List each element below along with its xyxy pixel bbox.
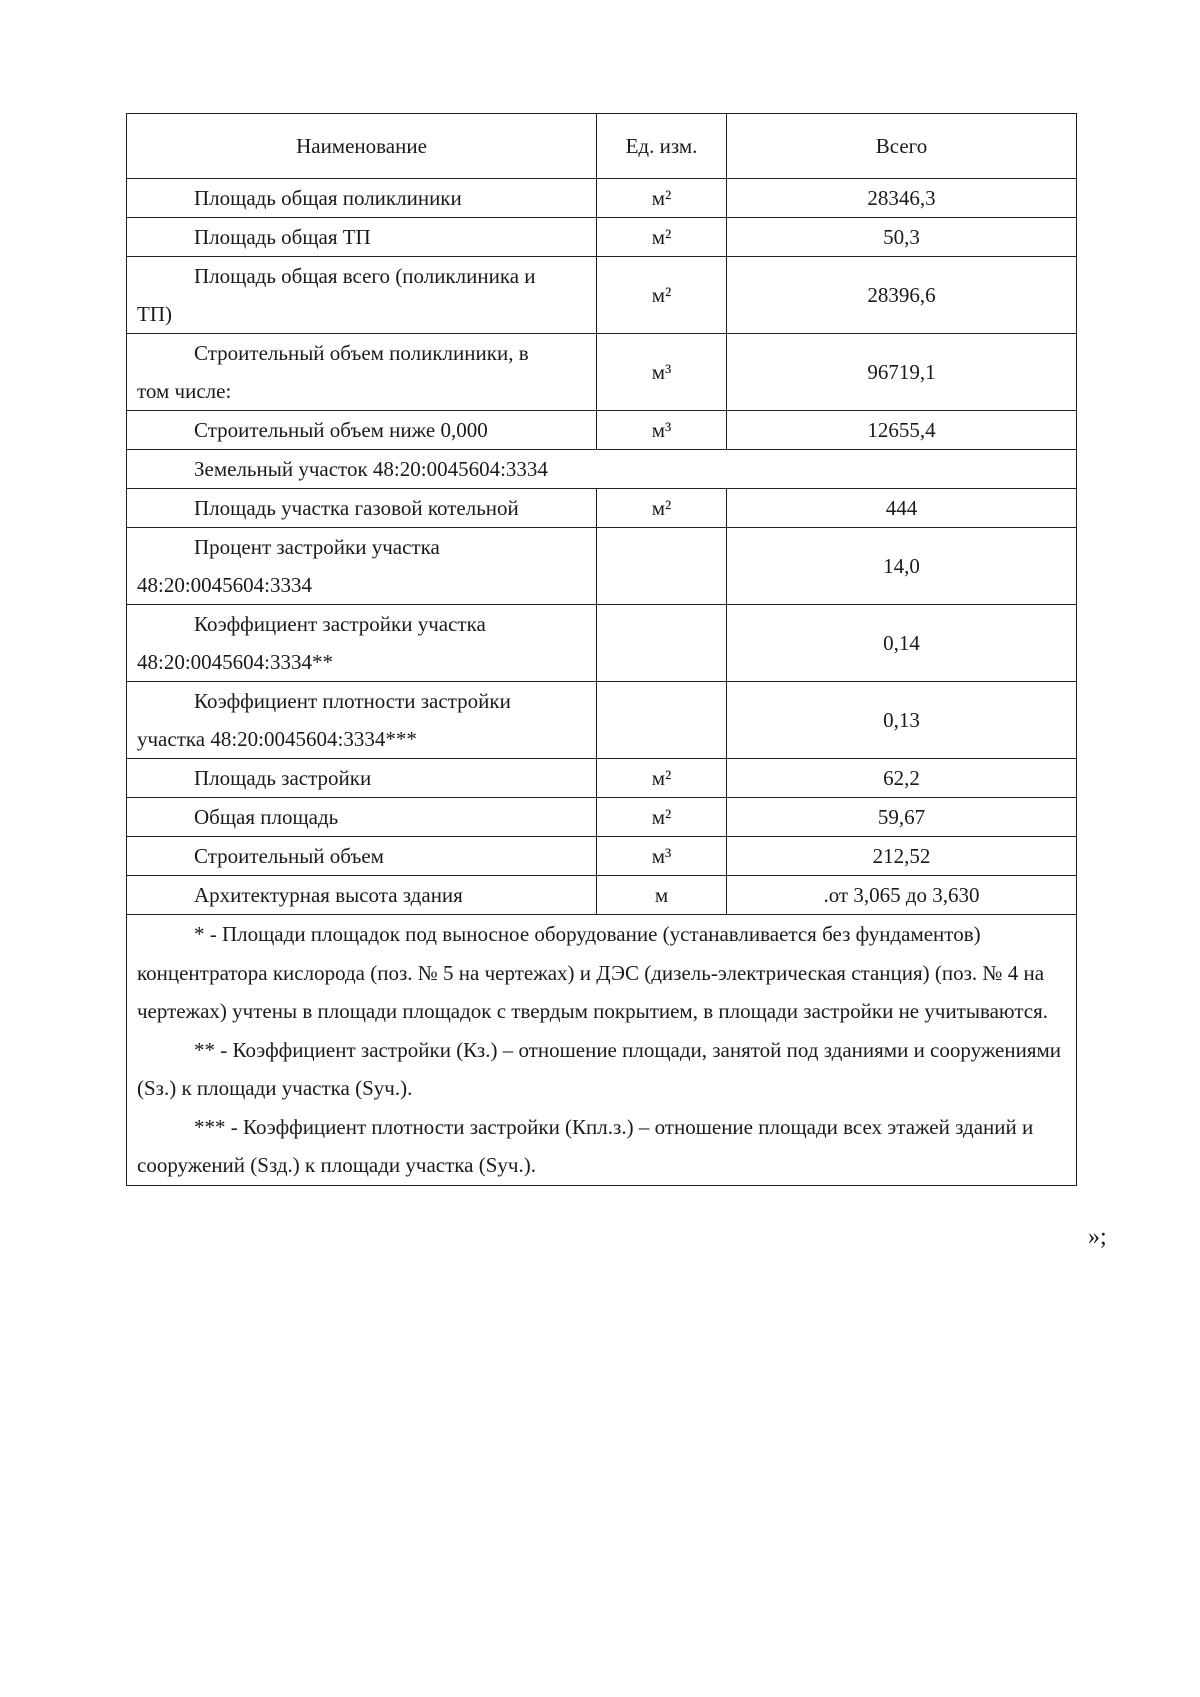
row-name: Площадь общая поликлиники — [194, 186, 462, 210]
row-name: Площадь общая ТП — [194, 225, 371, 249]
row-unit: м³ — [597, 334, 727, 411]
row-total: 59,67 — [727, 798, 1077, 837]
closing-quote-mark: »; — [1088, 1224, 1107, 1250]
row-unit: м² — [597, 257, 727, 334]
row-total: 62,2 — [727, 759, 1077, 798]
row-name-line1: Площадь общая всего (поликлиника и — [194, 264, 536, 288]
header-total: Всего — [727, 114, 1077, 179]
row-name: Архитектурная высота здания — [194, 883, 463, 907]
table-row — [127, 682, 1077, 759]
row-name-line1: Коэффициент застройки участка — [194, 612, 486, 636]
footnotes-cell — [127, 915, 1077, 1186]
row-unit — [597, 605, 727, 682]
row-total: 212,52 — [727, 837, 1077, 876]
row-unit: м² — [597, 218, 727, 257]
row-total: 28346,3 — [727, 179, 1077, 218]
row-unit: м² — [597, 798, 727, 837]
row-unit — [597, 682, 727, 759]
row-total: 50,3 — [727, 218, 1077, 257]
row-total: 28396,6 — [727, 257, 1077, 334]
table-row — [127, 489, 1077, 528]
row-total: 444 — [727, 489, 1077, 528]
section-heading: Земельный участок 48:20:0045604:3334 — [194, 457, 548, 481]
row-unit: м² — [597, 489, 727, 528]
row-unit: м — [597, 876, 727, 915]
row-name-line2: участка 48:20:0045604:3334*** — [137, 727, 417, 751]
footnote-3: *** - Коэффициент плотности застройки (Кпл.з.) – отношение площади всех этажей зданий и сооружений (Sзд.) к площади участка (Sуч.). — [137, 1114, 1034, 1177]
table-row — [127, 411, 1077, 450]
row-unit — [597, 528, 727, 605]
row-total: 14,0 — [727, 528, 1077, 605]
table-row — [127, 334, 1077, 411]
row-unit: м³ — [597, 837, 727, 876]
header-unit: Ед. изм. — [597, 114, 727, 179]
row-total: 12655,4 — [727, 411, 1077, 450]
table-row — [127, 179, 1077, 218]
footnote-2: ** - Коэффициент застройки (Кз.) – отношение площади, занятой под зданиями и сооружениями (Sз.) к площади участка (Sуч.). — [137, 1037, 1062, 1100]
table-header-row — [127, 114, 1077, 179]
row-total: .от 3,065 до 3,630 — [727, 876, 1077, 915]
row-name-line1: Коэффициент плотности застройки — [194, 689, 511, 713]
table-notes-row — [127, 915, 1077, 1186]
specification-table — [126, 113, 1077, 1186]
table-row — [127, 876, 1077, 915]
row-unit: м² — [597, 179, 727, 218]
row-name-line2: 48:20:0045604:3334 — [137, 573, 313, 597]
table-row — [127, 837, 1077, 876]
table-row-section — [127, 450, 1077, 489]
row-name: Площадь застройки — [194, 766, 372, 790]
row-name-line2: том числе: — [137, 379, 232, 403]
row-name: Общая площадь — [194, 805, 339, 829]
row-name: Строительный объем — [194, 844, 384, 868]
table-row — [127, 759, 1077, 798]
footnote-1: * - Площади площадок под выносное оборудование (устанавливается без фундаментов) концентратора кислорода (поз. № 5 на чертежах) и ДЭС (дизель-электрическая станция) (поз. № 4 на чертежах) учтены в площади площадок с твердым покрытием, в площади застройки не учитываются. — [137, 922, 1048, 1023]
table-row — [127, 218, 1077, 257]
row-name: Площадь участка газовой котельной — [194, 496, 519, 520]
row-total: 96719,1 — [727, 334, 1077, 411]
row-name-line1: Строительный объем поликлиники, в — [194, 341, 529, 365]
row-name-line2: 48:20:0045604:3334** — [137, 650, 334, 674]
row-unit: м² — [597, 759, 727, 798]
table-row — [127, 528, 1077, 605]
table-row — [127, 605, 1077, 682]
row-name-line2: ТП) — [137, 302, 172, 326]
header-name: Наименование — [127, 114, 597, 179]
row-total: 0,14 — [727, 605, 1077, 682]
row-unit: м³ — [597, 411, 727, 450]
row-name-line1: Процент застройки участка — [194, 535, 440, 559]
table-row — [127, 798, 1077, 837]
table-row — [127, 257, 1077, 334]
row-name: Строительный объем ниже 0,000 — [194, 418, 488, 442]
row-total: 0,13 — [727, 682, 1077, 759]
